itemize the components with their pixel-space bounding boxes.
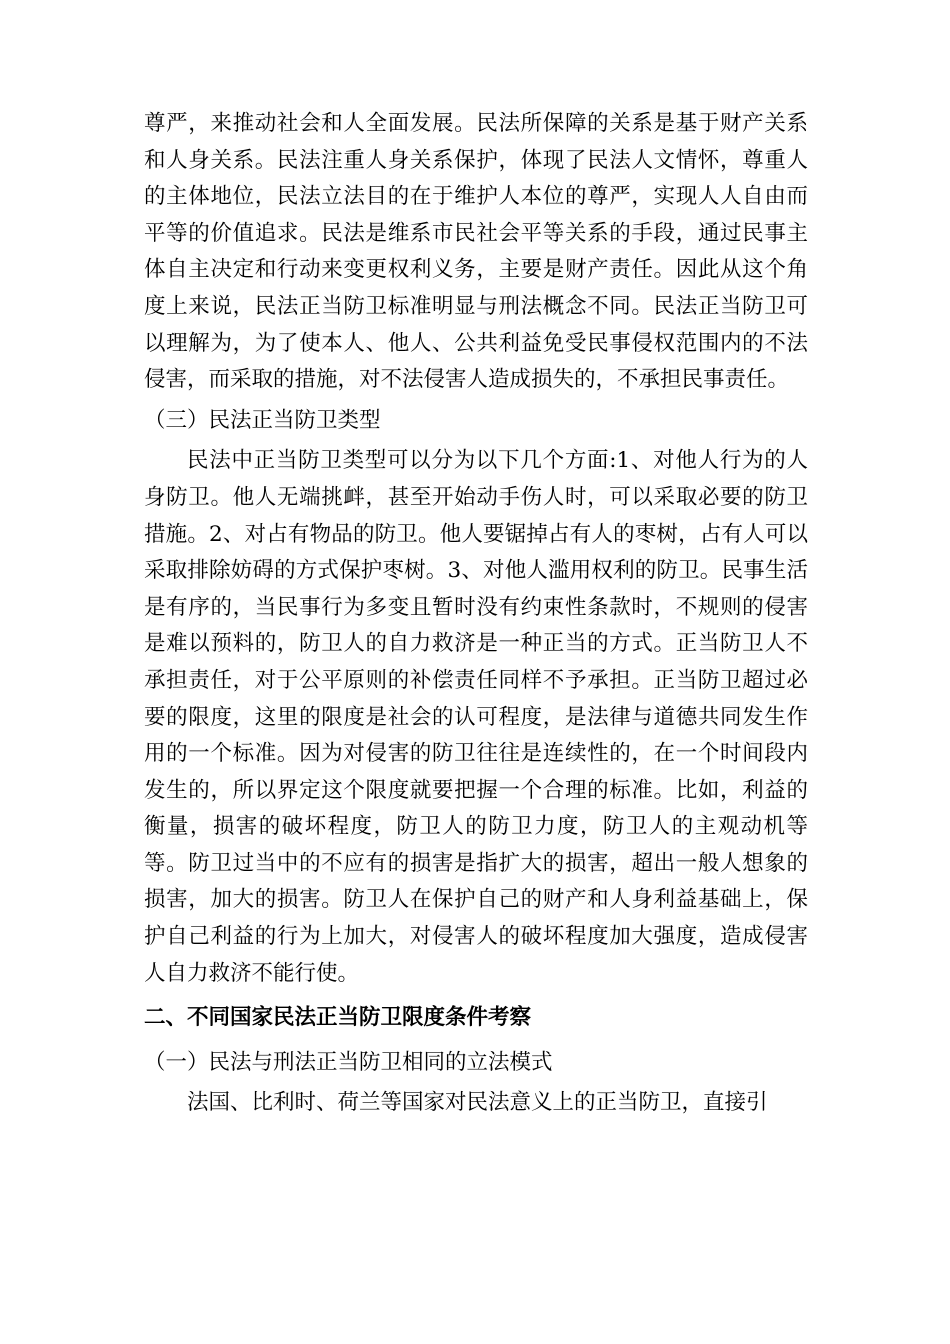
section-heading: 二、不同国家民法正当防卫限度条件考察 — [144, 1005, 532, 1031]
body-paragraph-3: 法国、比利时、荷兰等国家对民法意义上的正当防卫，直接引 — [187, 1090, 768, 1116]
subheading-legislation-model: （一）民法与刑法正当防卫相同的立法模式 — [144, 1049, 553, 1075]
document-page — [144, 106, 808, 1122]
body-paragraph-1: 尊严，来推动社会和人全面发展。民法所保障的关系是基于财产关系和人身关系。民法注重人身关系保护，体现了民法人文情怀，尊重人的主体地位，民法立法目的在于维护人本位的尊严，实现人人自由而平等的价值追求。民法是维系市民社会平等关系的手段，通过民事主体自主决定和行动来变更权利义务，主要是财产责任。因此从这个角度上来说，民法正当防卫标准明显与刑法概念不同。民法正当防卫可以理解为，为了使本人、他人、公共利益免受民事侵权范围内的不法侵害，而采取的措施，对不法侵害人造成损失的，不承担民事责任。 — [144, 111, 808, 393]
subheading-types: （三）民法正当防卫类型 — [144, 407, 381, 433]
body-paragraph-2: 民法中正当防卫类型可以分为以下几个方面:1、对他人行为的人身防卫。他人无端挑衅，甚至开始动手伤人时，可以采取必要的防卫措施。2、对占有物品的防卫。他人要锯掉占有人的枣树，占有人可以采取排除妨碍的方式保护枣树。3、对他人滥用权利的防卫。民事生活是有序的，当民事行为多变且暂时没有约束性条款时，不规则的侵害是难以预料的，防卫人的自力救济是一种正当的方式。正当防卫人不承担责任，对于公平原则的补偿责任同样不予承担。正当防卫超过必要的限度，这里的限度是社会的认可程度，是法律与道德共同发生作用的一个标准。因为对侵害的防卫往往是连续性的，在一个时间段内发生的，所以界定这个限度就要把握一个合理的标准。比如，利益的衡量，损害的破坏程度，防卫人的防卫力度，防卫人的主观动机等等。防卫过当中的不应有的损害是指扩大的损害，超出一般人想象的损害，加大的损害。防卫人在保护自己的财产和人身利益基础上，保护自己利益的行为上加大，对侵害人的破坏程度加大强度，造成侵害人自力救济不能行使。 — [144, 448, 808, 986]
